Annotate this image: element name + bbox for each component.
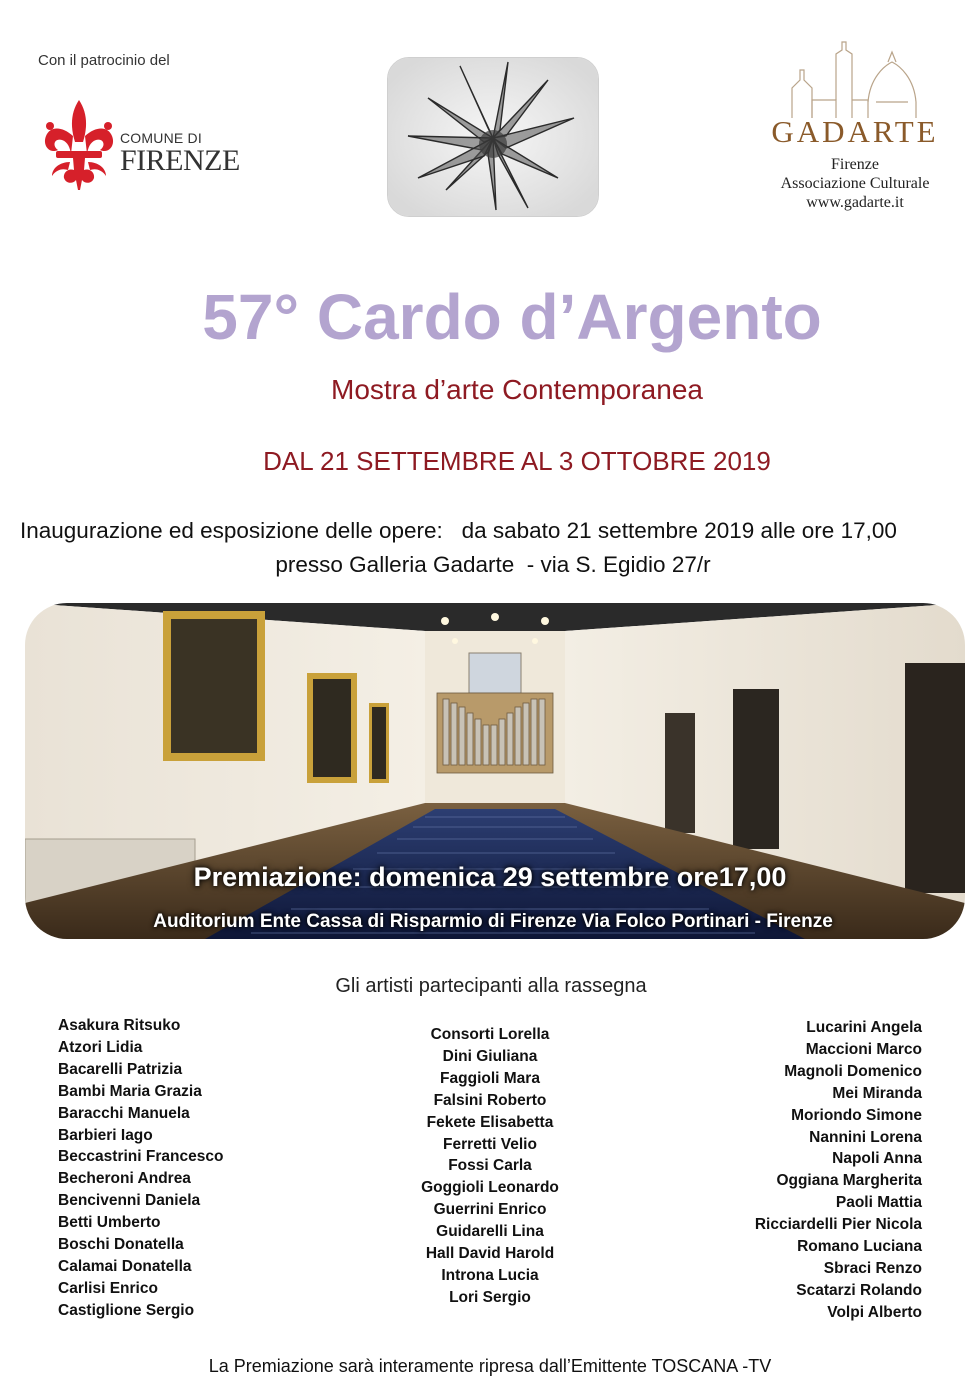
artists-column-3 (700, 1017, 922, 1324)
gadarte-website[interactable]: www.gadarte.it (806, 194, 904, 211)
artists-column-2 (390, 1024, 590, 1309)
artist-name: Betti Umberto (58, 1214, 161, 1232)
patronage-text: Con il patrocinio del (38, 52, 170, 69)
artist-name: Magnoli Domenico (784, 1062, 922, 1080)
artist-name: Barbieri Iago (58, 1126, 153, 1144)
artist-name: Guerrini Enrico (433, 1201, 547, 1219)
artist-name: Goggioli Leonardo (421, 1179, 559, 1197)
artist-name: Guidarelli Lina (436, 1223, 544, 1241)
artist-name: Nannini Lorena (809, 1128, 922, 1146)
gadarte-association: Associazione Culturale (780, 175, 930, 192)
artist-name: Calamai Donatella (58, 1257, 192, 1275)
artist-name: Becheroni Andrea (58, 1170, 191, 1188)
comune-label: COMUNE DI (120, 130, 202, 146)
artist-name: Ricciardelli Pier Nicola (754, 1216, 922, 1234)
artist-name: Napoli Anna (832, 1150, 922, 1168)
footer-broadcast-note: La Premiazione sarà interamente ripresa dall’Emittente TOSCANA -TV (208, 1356, 772, 1376)
artist-name: Carlisi Enrico (58, 1279, 158, 1297)
award-venue-line: Auditorium Ente Cassa di Risparmio di Firenze Via Folco Portinari - Firenze (153, 911, 833, 932)
artist-name: Mei Miranda (832, 1084, 922, 1102)
artist-name: Asakura Ritsuko (58, 1017, 181, 1034)
artist-name: Bencivenni Daniela (58, 1192, 201, 1210)
thistle-icon (388, 58, 598, 216)
artist-name: Maccioni Marco (805, 1040, 922, 1058)
artist-name: Boschi Donatella (58, 1236, 184, 1254)
artist-name: Dini Giuliana (442, 1047, 538, 1065)
artist-name: Lucarini Angela (806, 1019, 922, 1036)
thistle-logo (387, 57, 599, 217)
artists-heading: Gli artisti partecipanti alla rassegna (335, 975, 647, 997)
artist-name: Romano Luciana (797, 1238, 922, 1256)
artist-name: Introna Lucia (441, 1266, 539, 1284)
artist-name: Consorti Lorella (430, 1026, 550, 1043)
artist-name: Oggiana Margherita (776, 1172, 922, 1190)
artist-name: Moriondo Simone (791, 1106, 922, 1124)
artist-name: Castiglione Sergio (58, 1301, 195, 1319)
artist-name: Lori Sergio (449, 1288, 531, 1306)
gadarte-city: Firenze (831, 156, 879, 173)
event-subtitle: Mostra d’arte Contemporanea (331, 374, 703, 405)
comune-firenze-label: FIRENZE (120, 144, 240, 177)
gadarte-name: GADARTE (771, 114, 939, 149)
event-title: 57° Cardo d’Argento (202, 281, 822, 353)
artist-name: Fekete Elisabetta (426, 1113, 554, 1131)
artist-name: Bacarelli Patrizia (58, 1060, 183, 1078)
artist-name: Hall David Harold (425, 1245, 555, 1263)
artist-name: Bambi Maria Grazia (58, 1082, 202, 1100)
artist-name: Paoli Mattia (835, 1194, 922, 1212)
artist-name: Fossi Carla (448, 1157, 532, 1175)
event-dates: DAL 21 SETTEMBRE AL 3 OTTOBRE 2019 (263, 446, 771, 476)
artist-name: Scatarzi Rolando (796, 1281, 922, 1299)
artist-name: Volpi Alberto (827, 1303, 922, 1321)
artist-name: Faggioli Mara (440, 1069, 540, 1087)
florence-skyline-icon (790, 40, 920, 120)
artist-name: Ferretti Velio (443, 1135, 537, 1153)
artist-name: Falsini Roberto (433, 1091, 547, 1109)
artists-column-1 (58, 1015, 223, 1322)
inauguration-line-1: Inaugurazione ed esposizione delle opere: da sabato 21 settembre 2019 alle ore 17,00 (20, 518, 897, 543)
inauguration-line-2: presso Galleria Gadarte - via S. Egidio 27/r (275, 552, 711, 577)
artist-name: Beccastrini Francesco (58, 1148, 224, 1166)
award-ceremony-line: Premiazione: domenica 29 settembre ore17,00 (193, 862, 787, 892)
florence-lily-icon (40, 96, 118, 192)
artist-name: Sbraci Renzo (823, 1259, 922, 1277)
artist-name: Baracchi Manuela (58, 1104, 190, 1122)
artist-name: Atzori Lidia (58, 1038, 143, 1056)
